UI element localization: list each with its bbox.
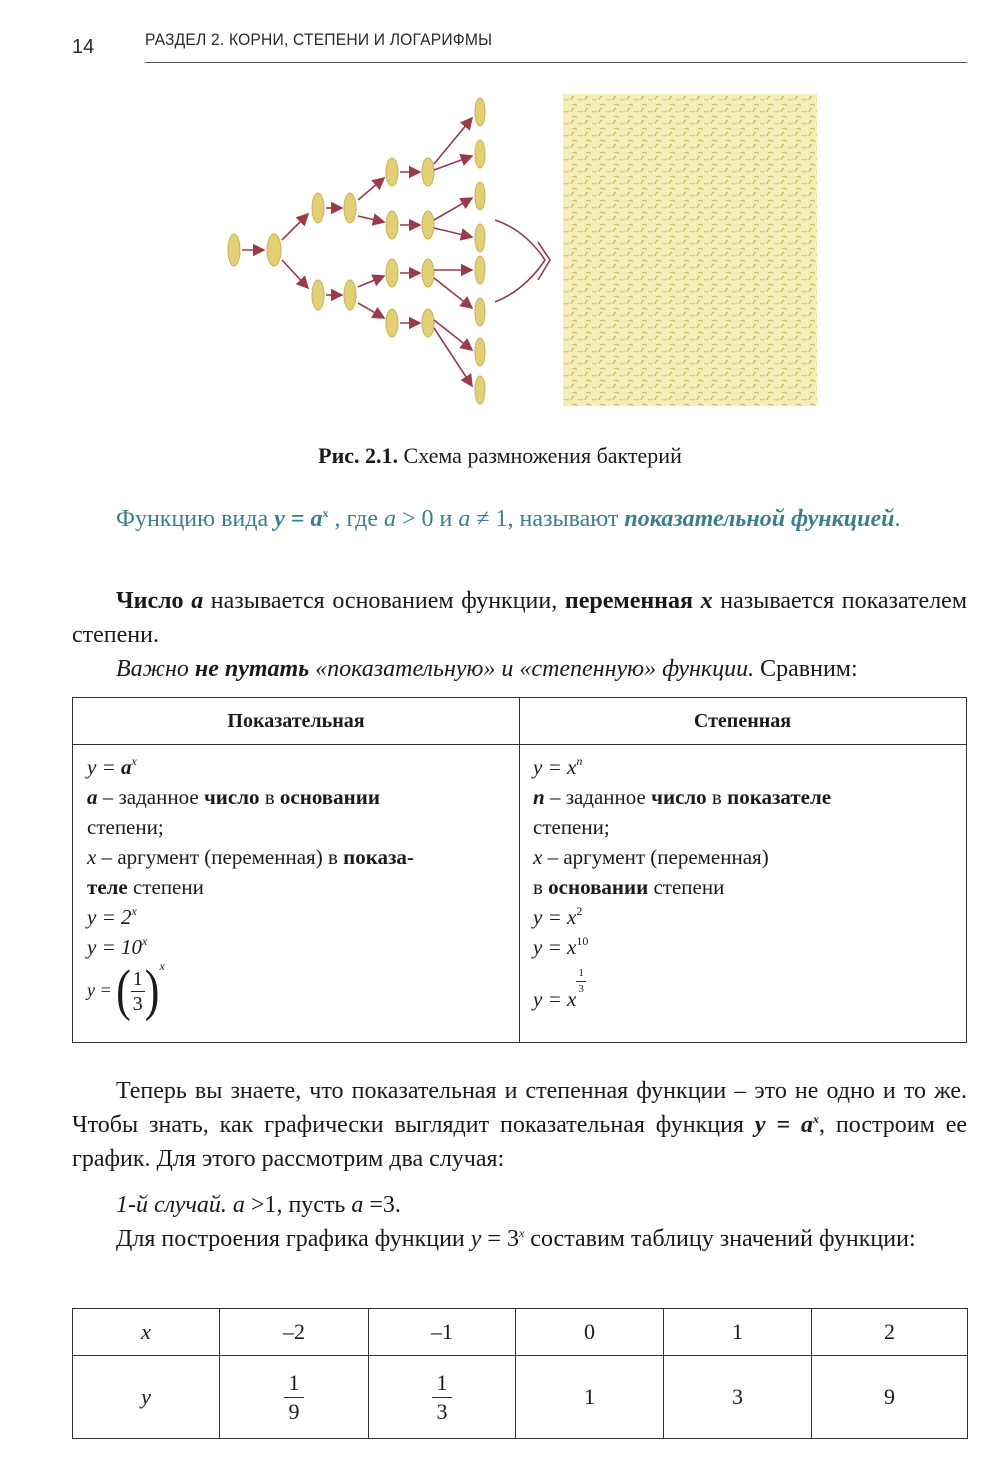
definition-paragraph xyxy=(72,502,967,536)
y-value-cell: 3 xyxy=(664,1356,812,1439)
x-value-cell: 2 xyxy=(812,1309,968,1356)
y-row xyxy=(73,1356,968,1439)
figure-caption xyxy=(0,443,1000,469)
pow-line-argument-cont: в основании степени xyxy=(533,875,725,899)
exp-line-base: a – заданное число в основании xyxy=(87,785,380,809)
exp-example-3: y = ( $\frac{1}{3}$ )$^x$ xyxy=(87,958,165,1023)
header-exponential: Показательная xyxy=(227,710,365,732)
pow-example-3: y = x $\frac{1}{3}$ xyxy=(533,967,584,1011)
pow-line-exponent: n – заданное число в показателе xyxy=(533,785,832,809)
table-intro-paragraph: Для построения графика функции $y = 3^x$ составим таблицу значений функции: xyxy=(116,1226,916,1252)
y-label-cell: y xyxy=(73,1356,220,1439)
pow-line-degree: степени; xyxy=(533,815,610,839)
def-end: . xyxy=(894,506,901,532)
caption-label: Рис. 2.1. xyxy=(318,443,399,468)
x-value-cell: 0 xyxy=(516,1309,664,1356)
paren-open: ( xyxy=(116,958,131,1023)
pow-example-2: $y = x^{10}$ xyxy=(533,934,589,959)
def-a2: a xyxy=(458,506,471,532)
def-a1: a xyxy=(383,506,396,532)
exp-line-argument-cont: теле степени xyxy=(87,875,204,899)
bacteria-figure xyxy=(220,90,820,410)
p2-bi: не путать xyxy=(194,656,310,682)
caption-text: Схема размножения бактерий xyxy=(398,443,682,468)
exp-line-argument: x – аргумент (переменная) в показа- xyxy=(87,845,414,869)
p2-i2: «показательную» и «степенную» функции. xyxy=(309,656,755,682)
p1-v2: x xyxy=(700,588,713,614)
exp-example-1: $y = 2^x$ xyxy=(87,904,137,929)
def-part2: , где xyxy=(328,506,384,532)
header-rule xyxy=(145,62,967,63)
p1-v1: a xyxy=(191,588,204,614)
paren-close: ) xyxy=(144,958,160,1023)
def-cond1: > 0 и xyxy=(395,506,459,532)
comparison-table xyxy=(72,697,967,1043)
power-cell xyxy=(533,752,953,1014)
p2-i1: Важно xyxy=(116,656,195,682)
x-value-cell: 1 xyxy=(664,1309,812,1356)
x-label-cell: x xyxy=(73,1309,220,1356)
header-power: Степенная xyxy=(693,710,792,732)
x-value-cell: –1 xyxy=(369,1309,516,1356)
exp-example-2: $y = 10^x$ xyxy=(87,934,148,959)
running-head: РАЗДЕЛ 2. КОРНИ, СТЕПЕНИ И ЛОГАРИФМЫ xyxy=(145,30,493,49)
exp-formula: $y = a^x$ xyxy=(87,754,137,779)
x-value-cell: –2 xyxy=(220,1309,369,1356)
case1-paragraph: 1-й случай. a >1, пусть a =3. xyxy=(116,1192,401,1218)
y-value-cell: 9 xyxy=(812,1356,968,1439)
summary-paragraph: Теперь вы знаете, что показательная и степенная функции – это не одно и то же. Чтобы знать, как графически выглядит показательная функция $y = a^x$, построим ее график. Для этого рассмотрим два случая: xyxy=(72,1078,968,1172)
table-column-divider xyxy=(519,698,520,1042)
exponential-cell xyxy=(87,752,507,1023)
p1-b1: Число xyxy=(116,588,192,614)
case1-label: 1-й случай. xyxy=(116,1192,227,1218)
def-part1: Функцию вида xyxy=(116,506,275,532)
def-formula: $y = a^x$ xyxy=(274,506,329,532)
pow-line-argument: x – аргумент (переменная) xyxy=(533,845,769,869)
exp-line-degree: степени; xyxy=(87,815,164,839)
p1-t2: называется показателем степени. xyxy=(72,588,968,648)
base-exponent-paragraph xyxy=(72,584,967,652)
p1-t1: называется основанием функции, xyxy=(203,588,565,614)
bacteria-scheme-illustration xyxy=(220,90,820,410)
table-header-rule xyxy=(73,744,966,745)
p2-t: Сравним: xyxy=(754,656,858,682)
page-number: 14 xyxy=(72,36,95,58)
y-value-cell: $\frac{1}{3}$ xyxy=(369,1356,516,1439)
values-table xyxy=(72,1308,968,1439)
def-cond2: ≠ 1, называют xyxy=(470,506,625,532)
def-formula-exp: x xyxy=(322,506,329,520)
compare-note-paragraph xyxy=(72,652,967,686)
pow-example-1: $y = x^2$ xyxy=(533,904,583,929)
def-term: показательной функцией xyxy=(624,506,895,532)
y-value-cell: 1 xyxy=(516,1356,664,1439)
p1-b2: переменная xyxy=(564,588,701,614)
y-value-cell: $\frac{1}{9}$ xyxy=(220,1356,369,1439)
x-row xyxy=(73,1309,968,1356)
pow-formula: $y = x^n$ xyxy=(533,754,583,779)
